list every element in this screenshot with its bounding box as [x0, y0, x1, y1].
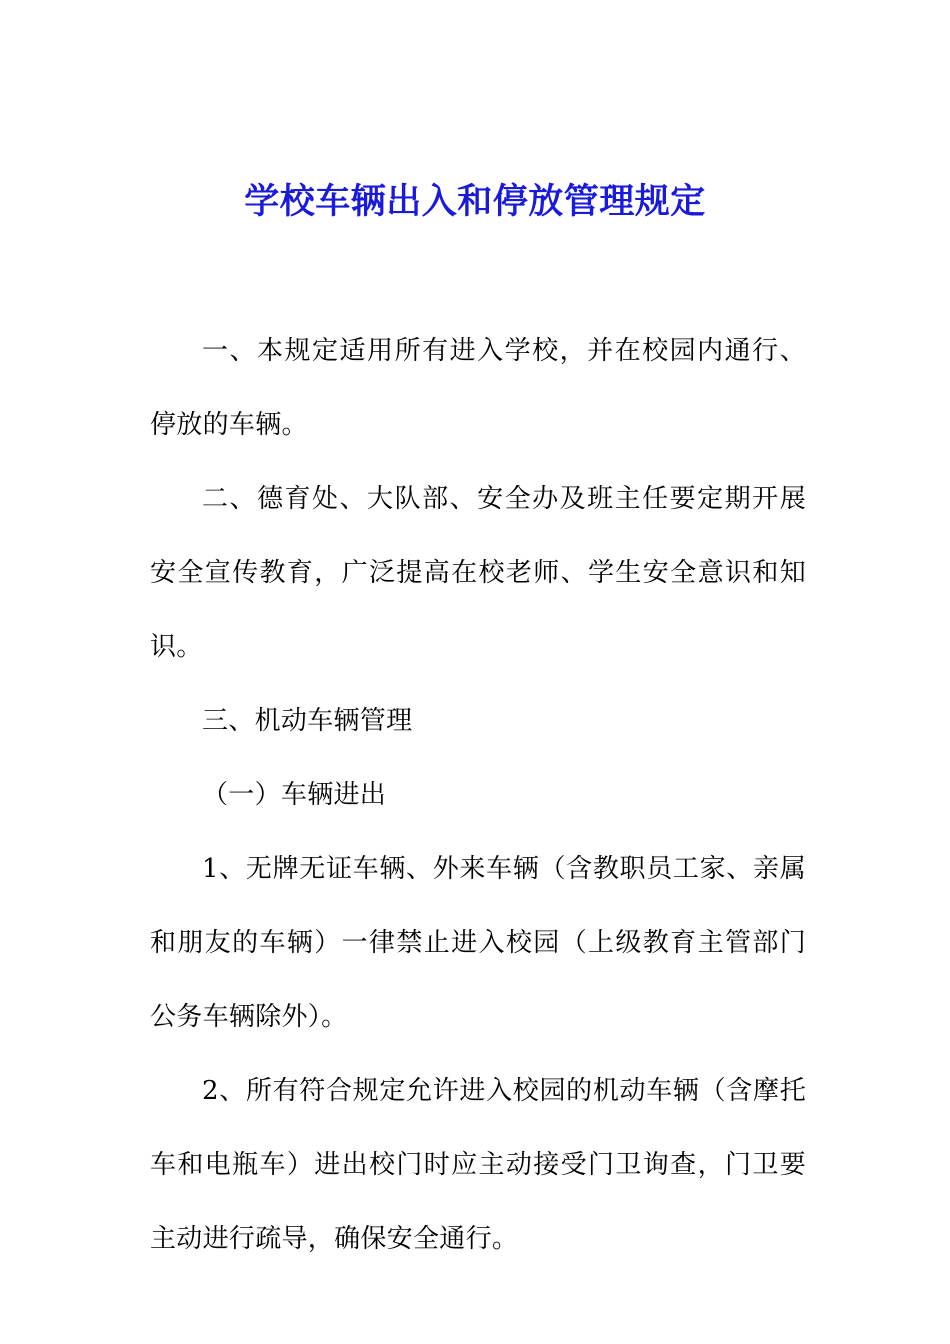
paragraph-2: 二、德育处、大队部、安全办及班主任要定期开展安全宣传教育，广泛提高在校老师、学生安全意识和知识。	[150, 484, 806, 662]
section-heading-3: 三、机动车辆管理	[202, 706, 413, 736]
paragraph-item-2: 2、所有符合规定允许进入校园的机动车辆（含摩托车和电瓶车）进出校门时应主动接受门卫询查，门卫要主动进行疏导，确保安全通行。	[150, 1076, 806, 1254]
document-title: 学校车辆出入和停放管理规定	[244, 181, 706, 222]
subsection-heading-1: （一）车辆进出	[202, 780, 387, 810]
paragraph-item-1: 1、无牌无证车辆、外来车辆（含教职员工家、亲属和朋友的车辆）一律禁止进入校园（上级教育主管部门公务车辆除外）。	[150, 854, 806, 1032]
document-body	[150, 314, 806, 1276]
paragraph-1: 一、本规定适用所有进入学校，并在校园内通行、停放的车辆。	[150, 336, 806, 440]
